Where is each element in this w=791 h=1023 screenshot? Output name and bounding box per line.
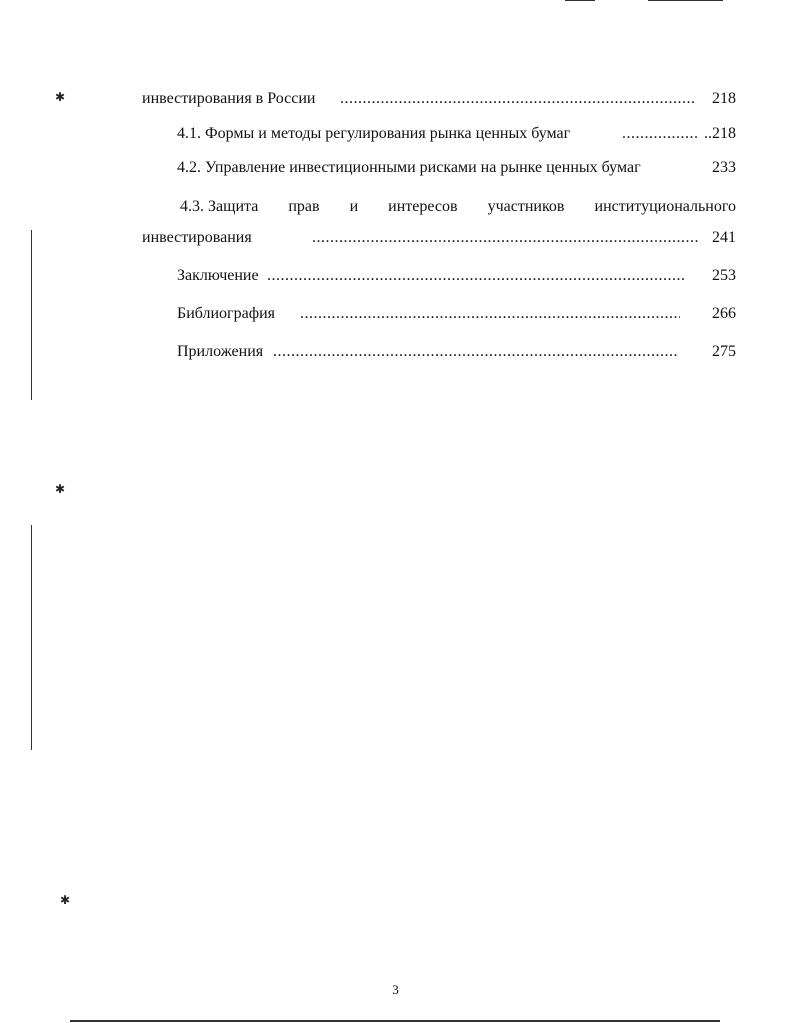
toc-leader-dots (273, 342, 677, 362)
toc-entry-title: 4.2. Управление инвестиционными рисками на рынке ценных бумаг (177, 159, 641, 176)
toc-entry-title: Заключение (177, 267, 259, 284)
toc-entry-title-justified (180, 197, 736, 217)
toc-entry-page: 241 (712, 229, 736, 246)
toc-entry-page: ..218 (704, 125, 736, 142)
toc-entry-page: 253 (712, 267, 736, 284)
scan-bottom-line (70, 1020, 720, 1022)
toc-word: интересов (388, 198, 458, 215)
toc-entry-title: Библиография (177, 305, 275, 322)
toc-entry-page: 233 (712, 159, 736, 176)
scan-speck-icon: ✱ (55, 482, 66, 496)
scan-edge-line (31, 525, 32, 750)
toc-entry-page: 218 (712, 90, 736, 107)
toc-entry-page: 275 (712, 343, 736, 360)
scan-speck-icon: ✱ (55, 90, 66, 104)
toc-entry-title-continued: инвестирования (142, 229, 252, 246)
toc-entry-page: 266 (712, 305, 736, 322)
toc-word: 4.3. Защита (180, 198, 259, 215)
toc-entry-title: 4.1. Формы и методы регулирования рынка ценных бумаг (177, 125, 571, 142)
toc-leader-dots (340, 89, 695, 109)
toc-word: институционального (594, 198, 736, 215)
toc-word: участников (487, 198, 565, 215)
toc-entry-title: инвестирования в России (142, 90, 316, 107)
page-number: 3 (392, 982, 399, 997)
toc-leader-dots (312, 228, 698, 248)
toc-word: и (349, 198, 359, 215)
scan-top-line (648, 0, 723, 1)
scan-speck-icon: ✱ (60, 893, 71, 907)
toc-word: прав (288, 198, 320, 215)
toc-leader-dots (267, 266, 685, 286)
toc-entry-title: Приложения (177, 343, 264, 360)
toc-leader-dots (300, 304, 680, 324)
scan-top-line (565, 0, 595, 1)
scan-edge-line (31, 230, 32, 400)
